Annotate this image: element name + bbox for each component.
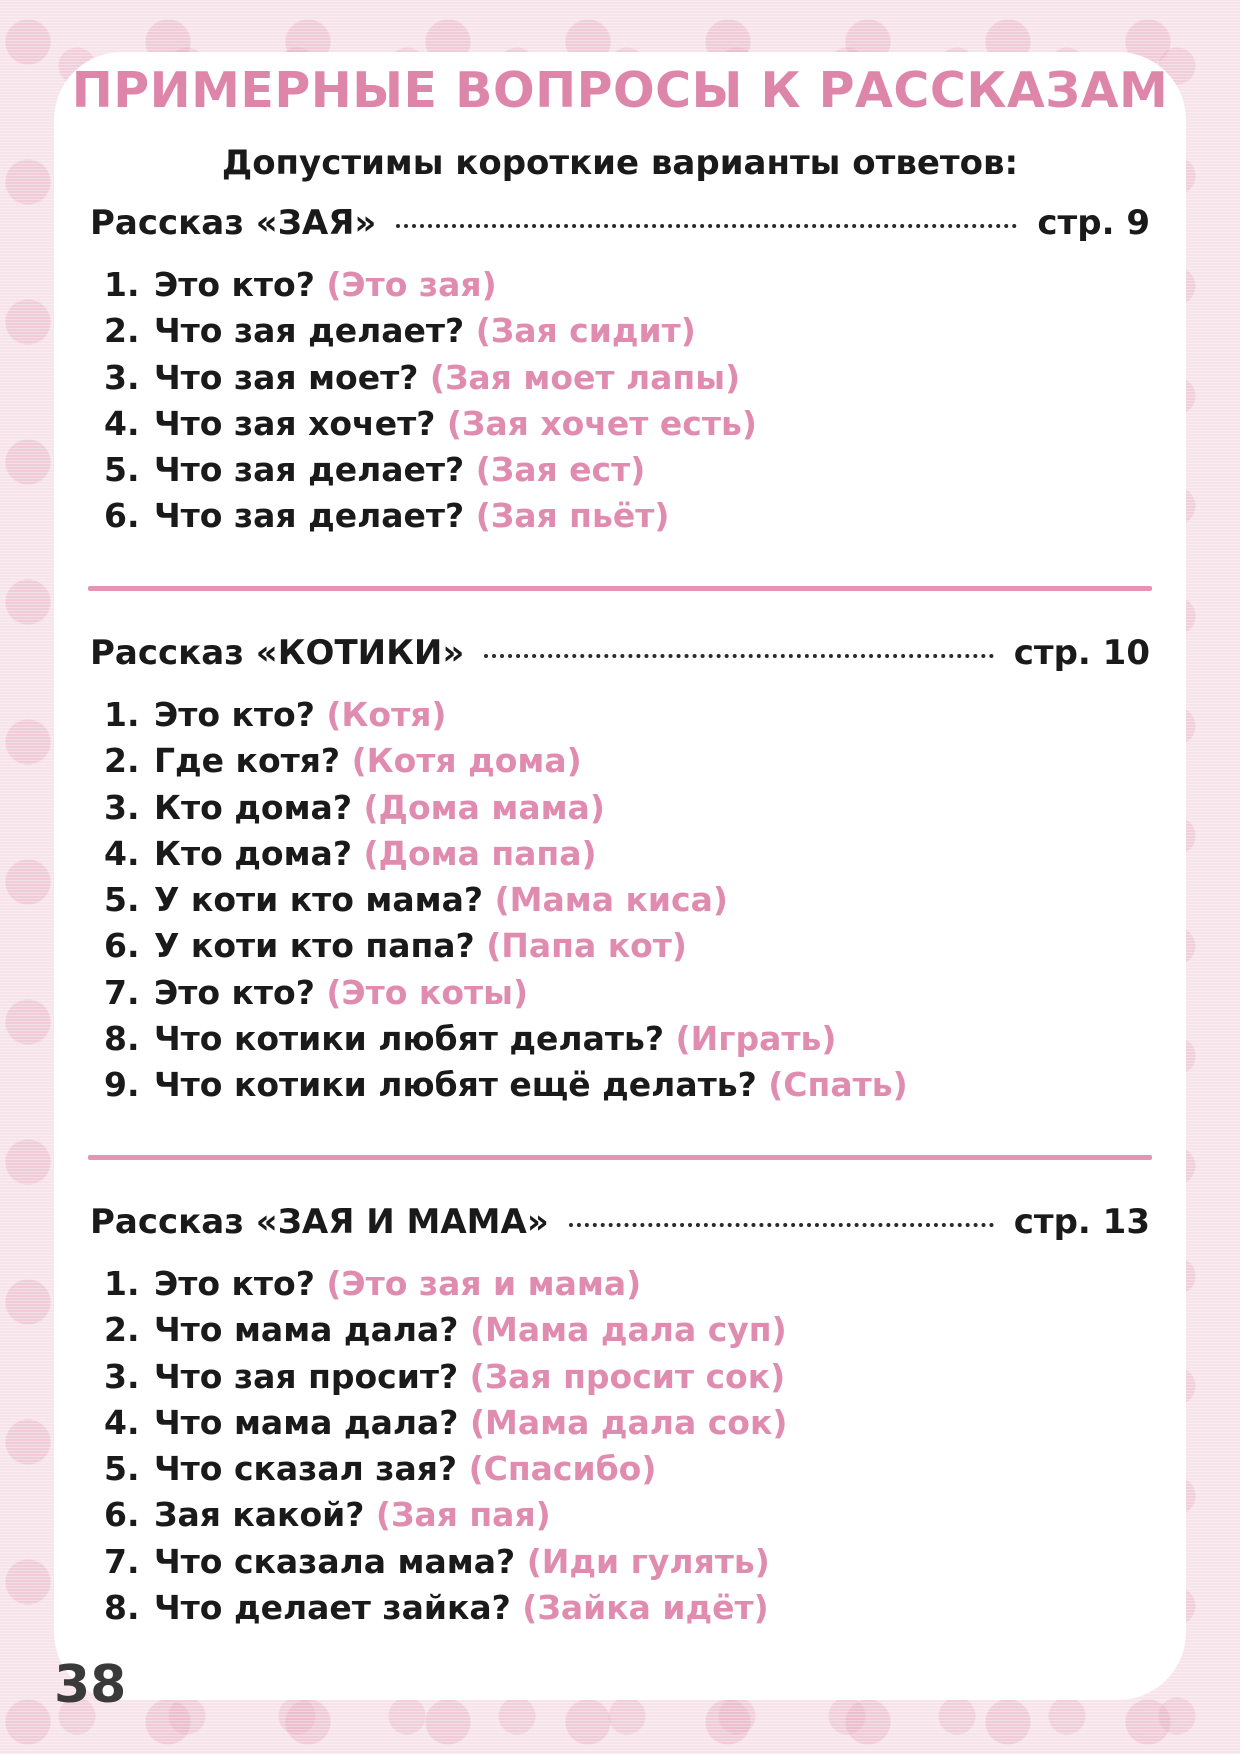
answer-text: (Играть) <box>675 1019 837 1059</box>
question-list-kotiki <box>104 692 908 1109</box>
question-item <box>104 877 908 923</box>
question-text: Что зая моет? <box>154 357 419 397</box>
question-text: Это кто? <box>154 265 315 304</box>
question-item <box>104 308 757 354</box>
question-number: 5. <box>104 880 140 920</box>
answer-text: (Зая пьёт) <box>475 496 670 536</box>
answer-text: (Зая моет лапы) <box>429 357 741 397</box>
question-number: 6. <box>104 926 140 966</box>
question-number: 2. <box>104 311 140 351</box>
question-text: Кто дома? <box>154 787 352 827</box>
answer-text: (Мама киса) <box>494 880 728 920</box>
section-title: Рассказ «КОТИКИ» <box>90 633 465 673</box>
question-item <box>104 923 908 969</box>
answer-text: (Дома папа) <box>363 833 597 873</box>
question-item <box>104 1354 787 1400</box>
question-item <box>104 738 908 784</box>
section-heading-zaya <box>90 203 1150 247</box>
question-list-zaya <box>104 262 757 540</box>
question-number: 8. <box>104 1588 140 1628</box>
question-text: У коти кто мама? <box>154 880 484 920</box>
dot-leader <box>484 654 993 658</box>
question-item <box>104 785 908 831</box>
question-text: Где котя? <box>154 741 341 781</box>
answer-text: (Котя дома) <box>351 741 582 781</box>
question-text: Что зая делает? <box>154 450 465 490</box>
question-text: Что мама дала? <box>154 1310 459 1350</box>
question-number: 1. <box>104 265 140 304</box>
section-page-ref: стр. 10 <box>1013 633 1150 673</box>
page-subtitle: Допустимы короткие варианты ответов: <box>221 143 1019 183</box>
question-text: Что зая делает? <box>154 496 465 536</box>
question-number: 3. <box>104 787 140 827</box>
question-item <box>104 1446 787 1492</box>
answer-text: (Папа кот) <box>486 926 688 966</box>
dot-leader <box>569 1223 994 1227</box>
answer-text: (Мама дала суп) <box>469 1310 787 1350</box>
question-number: 1. <box>104 1264 140 1303</box>
question-text: Что зая делает? <box>154 311 465 351</box>
question-item <box>104 355 757 401</box>
section-divider <box>88 1155 1152 1160</box>
question-number: 1. <box>104 695 140 734</box>
answer-text: (Зая просит сок) <box>469 1356 786 1396</box>
question-item <box>104 1585 787 1631</box>
question-number: 5. <box>104 1449 140 1489</box>
section-heading-kotiki <box>90 633 1150 677</box>
question-number: 3. <box>104 1356 140 1396</box>
answer-text: (Это зая и мама) <box>326 1264 642 1303</box>
question-text: Это кто? <box>154 695 315 734</box>
question-number: 2. <box>104 1310 140 1350</box>
section-page-ref: стр. 9 <box>1037 203 1150 243</box>
section-divider <box>88 586 1152 591</box>
question-text: Что делает зайка? <box>154 1588 511 1628</box>
answer-text: (Зая хочет есть) <box>446 403 757 443</box>
question-text: Что котики любят ещё делать? <box>154 1065 757 1105</box>
question-number: 4. <box>104 403 140 443</box>
question-text: Что мама дала? <box>154 1402 459 1442</box>
question-item <box>104 1062 908 1108</box>
answer-text: (Котя) <box>326 695 447 734</box>
question-item <box>104 1492 787 1538</box>
section-title: Рассказ «ЗАЯ» <box>90 203 377 243</box>
question-text: Что сказала мама? <box>154 1541 516 1581</box>
section-page-ref: стр. 13 <box>1013 1202 1150 1242</box>
dot-leader <box>396 224 1017 228</box>
answer-text: (Иди гулять) <box>526 1541 770 1581</box>
answer-text: (Мама дала сок) <box>469 1402 788 1442</box>
page-title: ПРИМЕРНЫЕ ВОПРОСЫ К РАССКАЗАМ <box>71 62 1169 119</box>
section-title: Рассказ «ЗАЯ И МАМА» <box>90 1202 549 1242</box>
question-number: 9. <box>104 1065 140 1105</box>
question-number: 6. <box>104 496 140 536</box>
question-text: У коти кто папа? <box>154 926 475 966</box>
answer-text: (Зайка идёт) <box>522 1588 769 1628</box>
question-number: 8. <box>104 1019 140 1059</box>
question-item <box>104 401 757 447</box>
question-text: Что зая хочет? <box>154 403 436 443</box>
answer-text: (Зая ест) <box>475 450 646 490</box>
question-number: 2. <box>104 741 140 781</box>
question-number: 4. <box>104 833 140 873</box>
page-number: 38 <box>54 1655 127 1715</box>
question-item <box>104 1307 787 1353</box>
answer-text: (Это коты) <box>326 972 529 1012</box>
question-item <box>104 1261 787 1307</box>
answer-text: (Спасибо) <box>468 1449 657 1489</box>
question-item <box>104 262 757 308</box>
question-list-zaya-i-mama <box>104 1261 787 1631</box>
question-text: Что котики любят делать? <box>154 1019 664 1059</box>
section-heading-zaya-i-mama <box>90 1202 1150 1246</box>
question-number: 6. <box>104 1495 140 1535</box>
question-text: Кто дома? <box>154 833 352 873</box>
answer-text: (Зая сидит) <box>475 311 696 351</box>
answer-text: (Это зая) <box>326 265 497 304</box>
question-text: Это кто? <box>154 972 315 1012</box>
question-item <box>104 692 908 738</box>
question-text: Зая какой? <box>154 1495 365 1535</box>
question-number: 3. <box>104 357 140 397</box>
question-number: 4. <box>104 1402 140 1442</box>
question-text: Это кто? <box>154 1264 315 1303</box>
question-item <box>104 1400 787 1446</box>
answer-text: (Зая пая) <box>375 1495 551 1535</box>
question-text: Что зая просит? <box>154 1356 459 1396</box>
answer-text: (Спать) <box>768 1065 908 1105</box>
question-number: 5. <box>104 450 140 490</box>
question-text: Что сказал зая? <box>154 1449 458 1489</box>
question-item <box>104 970 908 1016</box>
question-item <box>104 1016 908 1062</box>
question-number: 7. <box>104 1541 140 1581</box>
question-item <box>104 1539 787 1585</box>
question-item <box>104 493 757 539</box>
question-item <box>104 447 757 493</box>
question-number: 7. <box>104 972 140 1012</box>
answer-text: (Дома мама) <box>363 787 605 827</box>
question-item <box>104 831 908 877</box>
